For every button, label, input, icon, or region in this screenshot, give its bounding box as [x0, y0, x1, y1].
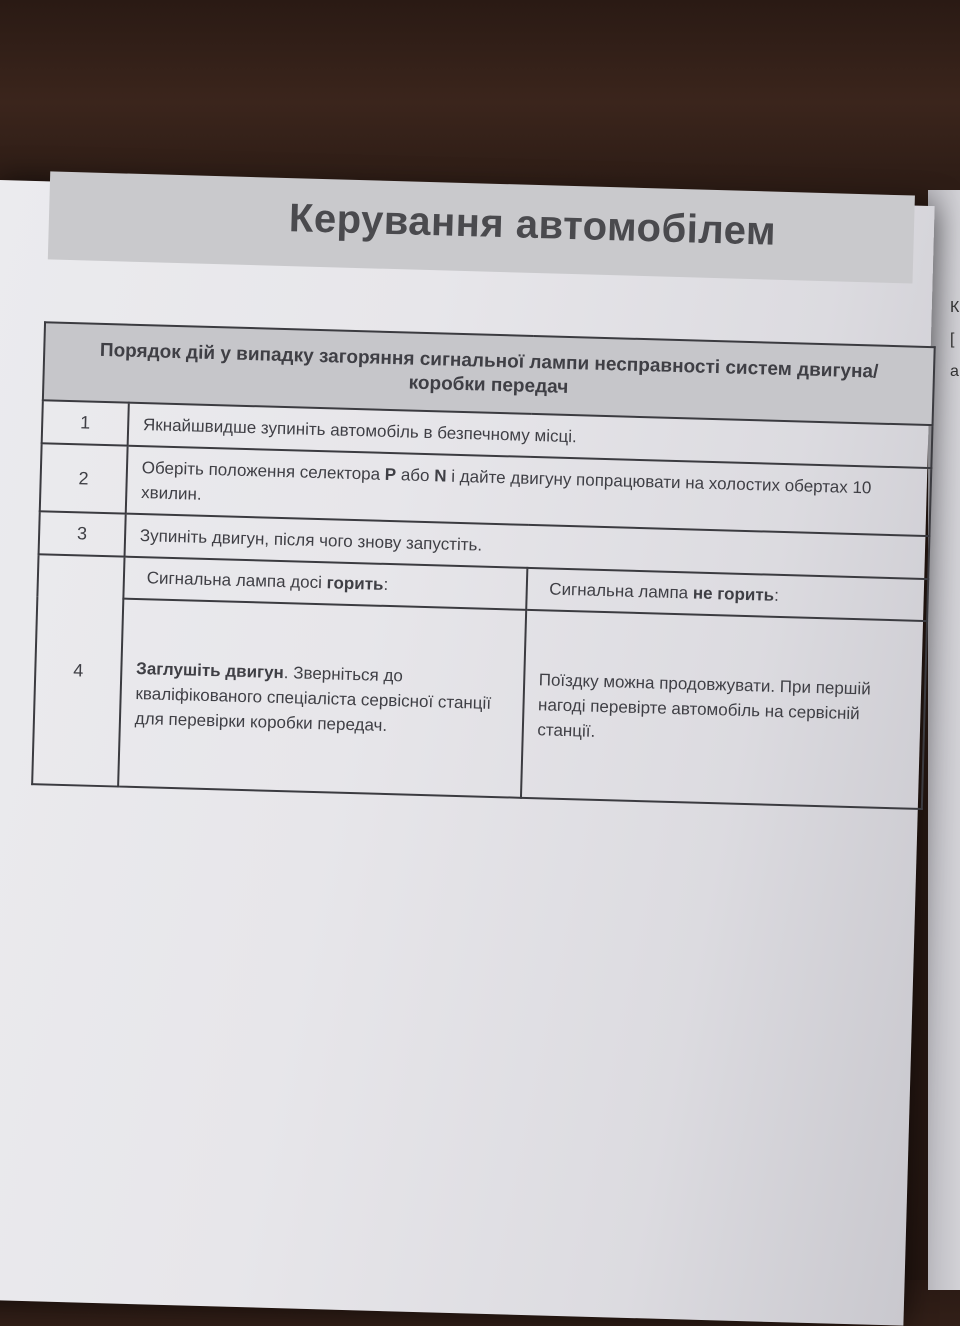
- action-lamp-off: Поїздку можна продовжувати. При першій нагоді перевірте автомобіль на сервісній станції.: [520, 610, 927, 809]
- selector-n: N: [433, 466, 447, 486]
- condition-text: Сигнальна лампа: [549, 579, 694, 603]
- step-number: 2: [40, 443, 128, 513]
- adjacent-page-glyphs: К [ а: [950, 299, 960, 380]
- condition-bold: не горить: [692, 583, 775, 605]
- action-text: . Зверніться до кваліфікованого спеціаліста сервісної станції для перевірки коробки передач.: [134, 662, 492, 735]
- step-number: 3: [39, 511, 126, 556]
- step-number: 1: [42, 400, 129, 445]
- condition-text: Сигнальна лампа досі: [146, 568, 327, 593]
- page-title: Керування автомобілем: [288, 196, 777, 254]
- step-text: Зупиніть двигун, після чого знову запустіть.: [124, 514, 929, 579]
- action-lamp-on: [118, 599, 526, 798]
- condition-text: :: [773, 585, 780, 605]
- table-row: [32, 596, 927, 809]
- selector-p: P: [384, 464, 397, 485]
- step-text: Якнайшвидше зупиніть автомобіль в безпечному місці.: [127, 403, 932, 468]
- action-bold: Заглушіть двигун: [135, 658, 285, 682]
- step-text-part: або: [395, 465, 435, 486]
- table-header: Порядок дій у випадку загоряння сигнальної лампи несправності систем двигуна/коробки передач: [43, 322, 935, 425]
- step-text-part: і дайте двигуну попрацювати на холостих обертах 10 хвилин.: [140, 466, 872, 504]
- condition-bold: горить: [326, 573, 384, 594]
- book-page: [0, 180, 935, 1326]
- step-text-part: Оберіть положення селектора: [141, 458, 386, 484]
- condition-text: :: [383, 574, 389, 594]
- procedure-table: [31, 321, 936, 810]
- step-number: 4: [32, 554, 124, 786]
